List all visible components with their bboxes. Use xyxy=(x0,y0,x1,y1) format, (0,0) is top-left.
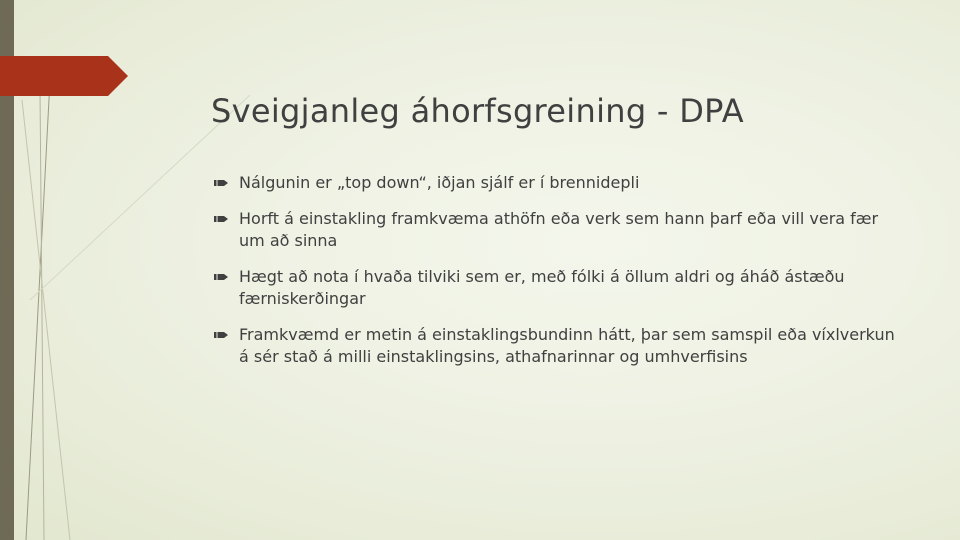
pencil-icon xyxy=(214,272,228,282)
pencil-icon xyxy=(214,214,228,224)
accent-tab xyxy=(0,56,128,96)
bullet-list xyxy=(214,172,904,382)
list-item xyxy=(214,172,904,194)
pencil-icon xyxy=(214,330,228,340)
bullet-text: Hægt að nota í hvaða tilviki sem er, með fólki á öllum aldri og áháð ástæðu færniskerðingar xyxy=(239,267,845,308)
slide-title: Sveigjanleg áhorfsgreining - DPA xyxy=(211,92,744,130)
pencil-icon xyxy=(214,178,228,188)
bullet-text: Nálgunin er „top down“, iðjan sjálf er í brennidepli xyxy=(239,173,640,192)
list-item xyxy=(214,324,904,368)
list-item xyxy=(214,208,904,252)
bullet-text: Framkvæmd er metin á einstaklingsbundinn hátt, þar sem samspil eða víxlverkun á sér stað á milli einstaklingsins, athafnarinnar og umhverfisins xyxy=(239,325,895,366)
list-item xyxy=(214,266,904,310)
bullet-text: Horft á einstakling framkvæma athöfn eða verk sem hann þarf eða vill vera fær um að sinna xyxy=(239,209,879,250)
